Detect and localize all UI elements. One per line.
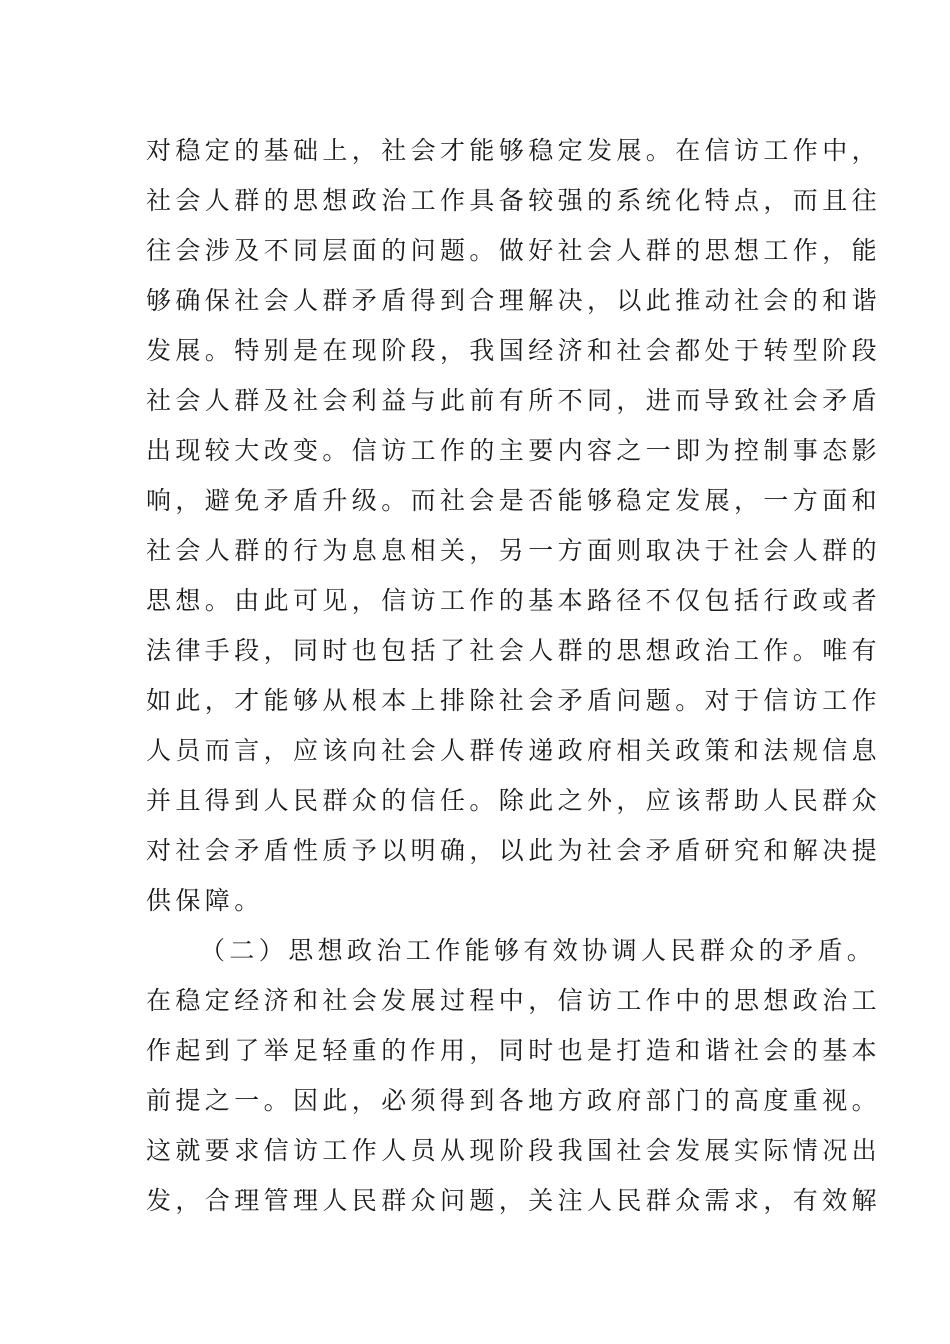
text-line: 前提之一。因此，必须得到各地方政府部门的高度重视。 [146,1086,882,1115]
text-line: 出现较大改变。信访工作的主要内容之一即为控制事态影 [146,436,882,465]
text-line: 人员而言，应该向社会人群传递政府相关政策和法规信息 [146,736,882,765]
text-line: 这就要求信访工作人员从现阶段我国社会发展实际情况出 [146,1136,882,1165]
text-line: 作起到了举足轻重的作用，同时也是打造和谐社会的基本 [146,1036,882,1065]
text-line: 往会涉及不同层面的问题。做好社会人群的思想工作，能 [146,236,882,265]
text-line: 社会人群的思想政治工作具备较强的系统化特点，而且往 [146,186,882,215]
section-heading: （二）思想政治工作能够有效协调人民群众的矛盾。 [200,936,877,965]
text-line: 供保障。 [146,886,264,915]
text-line: 社会人群及社会利益与此前有所不同，进而导致社会矛盾 [146,386,882,415]
text-line: 发，合理管理人民群众问题，关注人民群众需求，有效解 [146,1186,882,1215]
text-line: 社会人群的行为息息相关，另一方面则取决于社会人群的 [146,536,882,565]
text-line: 如此，才能够从根本上排除社会矛盾问题。对于信访工作 [146,686,882,715]
text-line: 并且得到人民群众的信任。除此之外，应该帮助人民群众 [146,786,882,815]
body-text [146,126,882,1226]
text-line: 够确保社会人群矛盾得到合理解决，以此推动社会的和谐 [146,286,882,315]
text-line: 思想。由此可见，信访工作的基本路径不仅包括行政或者 [146,586,882,615]
text-line: 响，避免矛盾升级。而社会是否能够稳定发展，一方面和 [146,486,882,515]
text-line: 在稳定经济和社会发展过程中，信访工作中的思想政治工 [146,986,882,1015]
text-line: 发展。特别是在现阶段，我国经济和社会都处于转型阶段 [146,336,882,365]
text-line: 对稳定的基础上，社会才能够稳定发展。在信访工作中， [146,136,882,165]
text-line: 对社会矛盾性质予以明确，以此为社会矛盾研究和解决提 [146,836,882,865]
text-line: 法律手段，同时也包括了社会人群的思想政治工作。唯有 [146,636,882,665]
